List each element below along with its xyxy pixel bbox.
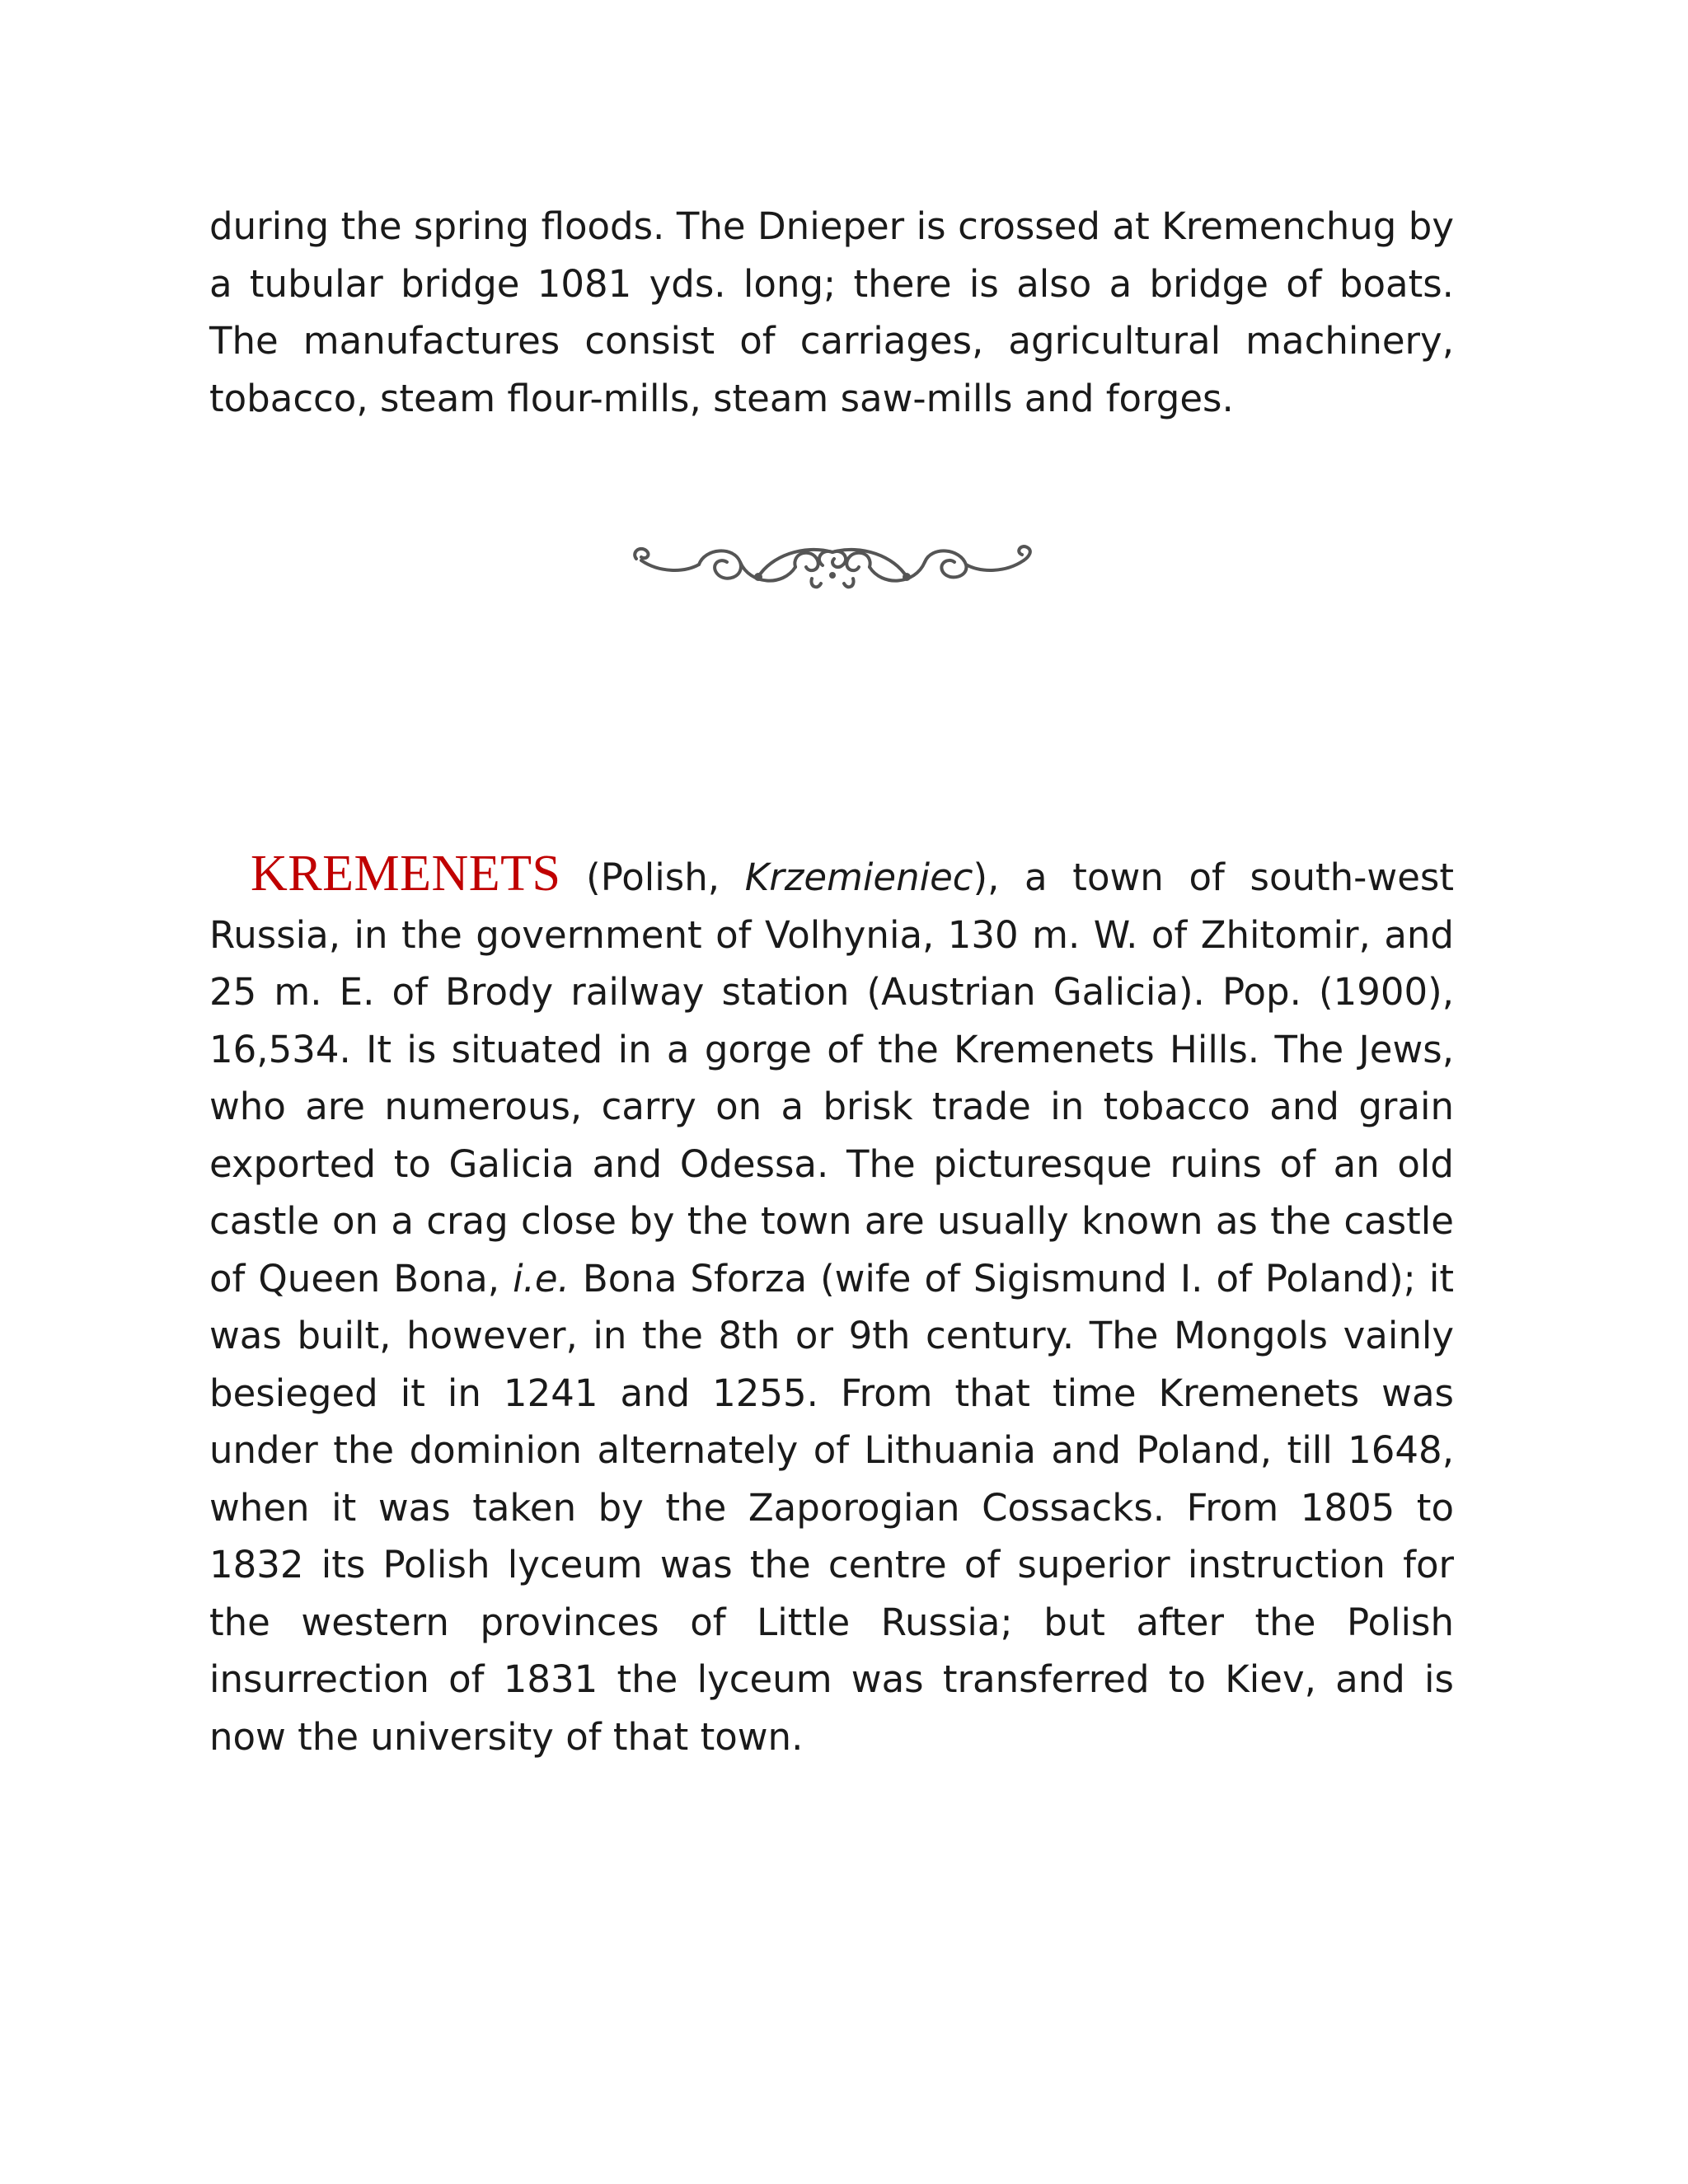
entry-text-part: Bona Sforza (wife of Sigismund I. of Poland); it was built, however, in the 8th or 9th century. The Mongols vainly besieged it in 1241 and 1255. From that time Kremenets was under the dominion alternately of Lithuania and Poland, till 1648, when it was taken by the Zaporogian Cossacks. From 1805 to 1832 its Polish lyceum was the centre of superior instruction for the western provinces of Little Russia; but after the Polish insurrection of 1831 the lyceum was transferred to Kiev, and is now the university of that town. (209, 1256, 1454, 1759)
entry-headword: KREMENETS (251, 846, 561, 902)
continued-paragraph: during the spring floods. The Dnieper is crossed at Kremenchug by a tubular bridge 1081 yds. long; there is also a bridge of boats. The manufactures consist of carriages, agricultural machinery, tobacco, steam flour-mills, steam saw-mills and forges. (209, 204, 1454, 420)
entry-alt-name: Krzemieniec (744, 855, 973, 899)
encyclopedia-entry (209, 846, 1454, 1765)
entry-text-part: (Polish, (586, 855, 745, 899)
entry-text-part: ), a town of south-west Russia, in the government of Volhynia, 130 m. W. of Zhitomir, and 25 m. E. of Brody railway station (Austrian Galicia). Pop. (1900), 16,534. It is situated in a gorge of the Kremenets Hills. The Jews, who are numerous, carry on a brisk trade in tobacco and grain exported to Galicia and Odessa. The picturesque ruins of an old castle on a crag close by the town are usually known as the castle of Queen Bona, (209, 855, 1454, 1301)
scroll-flourish-icon (626, 527, 1039, 610)
entry-abbreviation: i.e. (513, 1256, 570, 1301)
